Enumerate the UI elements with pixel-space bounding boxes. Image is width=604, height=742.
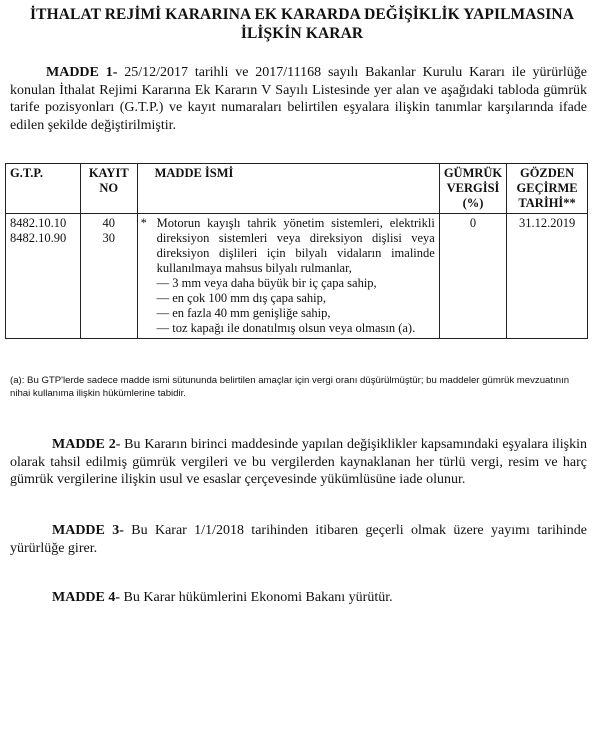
- madde-4-label: MADDE 4-: [52, 590, 121, 605]
- madde-4-text: Bu Karar hükümlerini Ekonomi Bakanı yürütür.: [120, 590, 393, 605]
- cell-gozden-gecirme: 31.12.2019: [507, 214, 588, 339]
- madde-ismi-condition-2: — en çok 100 mm dış çapa sahip,: [156, 291, 327, 305]
- madde-3-text: Bu Karar 1/1/2018 tarihinden itibaren geçerli olmak üzere yayımı tarihinde yürürlüğe girer.: [10, 523, 587, 556]
- madde-4-paragraph: [10, 589, 587, 607]
- cell-marker: *: [137, 214, 150, 339]
- header-gumruk-vergisi: GÜMRÜK VERGİSİ (%): [439, 164, 506, 214]
- header-marker-spacer: [137, 164, 150, 214]
- madde-3-label: MADDE 3-: [52, 523, 124, 538]
- table-footnote: (a): Bu GTP'lerde sadece madde ismi sütununda belirtilen amaçlar için vergi oranı düşürülmüştür; bu maddeler gümrük mevzuatının nihai kullanıma ilişkin hükümlerine tabidir.: [10, 375, 570, 399]
- madde-ismi-condition-4: — toz kapağı ile donatılmış olsun veya olmasın (a).: [156, 321, 416, 335]
- header-madde-ismi: MADDE İSMİ: [151, 164, 440, 214]
- madde-ismi-condition-3: — en fazla 40 mm genişliğe sahip,: [156, 306, 331, 320]
- gtp-value-2: 8482.10.90: [10, 231, 67, 245]
- cell-gumruk-vergisi: 0: [439, 214, 506, 339]
- kayit-value-2: 30: [102, 231, 115, 245]
- madde-3-paragraph: [10, 522, 587, 557]
- table-row: [6, 214, 588, 339]
- cell-madde-ismi: [151, 214, 440, 339]
- madde-1-label: MADDE 1-: [46, 65, 118, 80]
- header-gtp: G.T.P.: [6, 164, 81, 214]
- tariff-table: [5, 163, 588, 339]
- madde-1-paragraph: [10, 64, 587, 134]
- madde-1-text: 25/12/2017 tarihli ve 2017/11168 sayılı Bakanlar Kurulu Kararı ile yürürlüğe konulan İthalat Rejimi Kararına Ek Kararın V Sayılı Listesinde yer alan ve aşağıdaki tabloda gümrük tarife pozisyonları (G.T.P.) ve kayıt numaraları belirtilen eşyalara ilişkin tanımlar karşılarında ifade edilen şekilde değiştirilmiştir.: [10, 65, 587, 133]
- header-kayit-no: KAYIT NO: [80, 164, 137, 214]
- cell-kayit-no: [80, 214, 137, 339]
- madde-ismi-condition-1: — 3 mm veya daha büyük bir iç çapa sahip,: [156, 276, 377, 290]
- table-header-row: [6, 164, 588, 214]
- madde-2-text: Bu Kararın birinci maddesinde yapılan değişiklikler kapsamındaki eşyalara ilişkin olarak tahsil edilmiş gümrük vergileri ve bu vergilerden kaynaklanan her türlü vergi, resim ve harç gümrük vergilerine ilişkin usul ve esaslar çerçevesinde yükümlüsüne iade olunur.: [10, 437, 587, 487]
- document-title-line-2: İLİŞKİN KARAR: [240, 25, 364, 42]
- gtp-value-1: 8482.10.10: [10, 216, 67, 230]
- header-gozden-gecirme: GÖZDEN GEÇİRME TARİHİ**: [507, 164, 588, 214]
- kayit-value-1: 40: [102, 216, 115, 230]
- document-title-line-1: İTHALAT REJİMİ KARARINA EK KARARDA DEĞİŞİKLİK YAPILMASINA: [30, 6, 574, 23]
- cell-gtp: [6, 214, 81, 339]
- madde-2-paragraph: [10, 436, 587, 489]
- madde-2-label: MADDE 2-: [52, 437, 121, 452]
- madde-ismi-main: Motorun kayışlı tahrik yönetim sistemleri, elektrikli direksiyon sistemleri veya direksiyon dişlisi veya direksiyon dişlileri için bilyalı vidaların imalinde kullanılmaya mahsus bilyalı rulmanlar,: [156, 216, 435, 275]
